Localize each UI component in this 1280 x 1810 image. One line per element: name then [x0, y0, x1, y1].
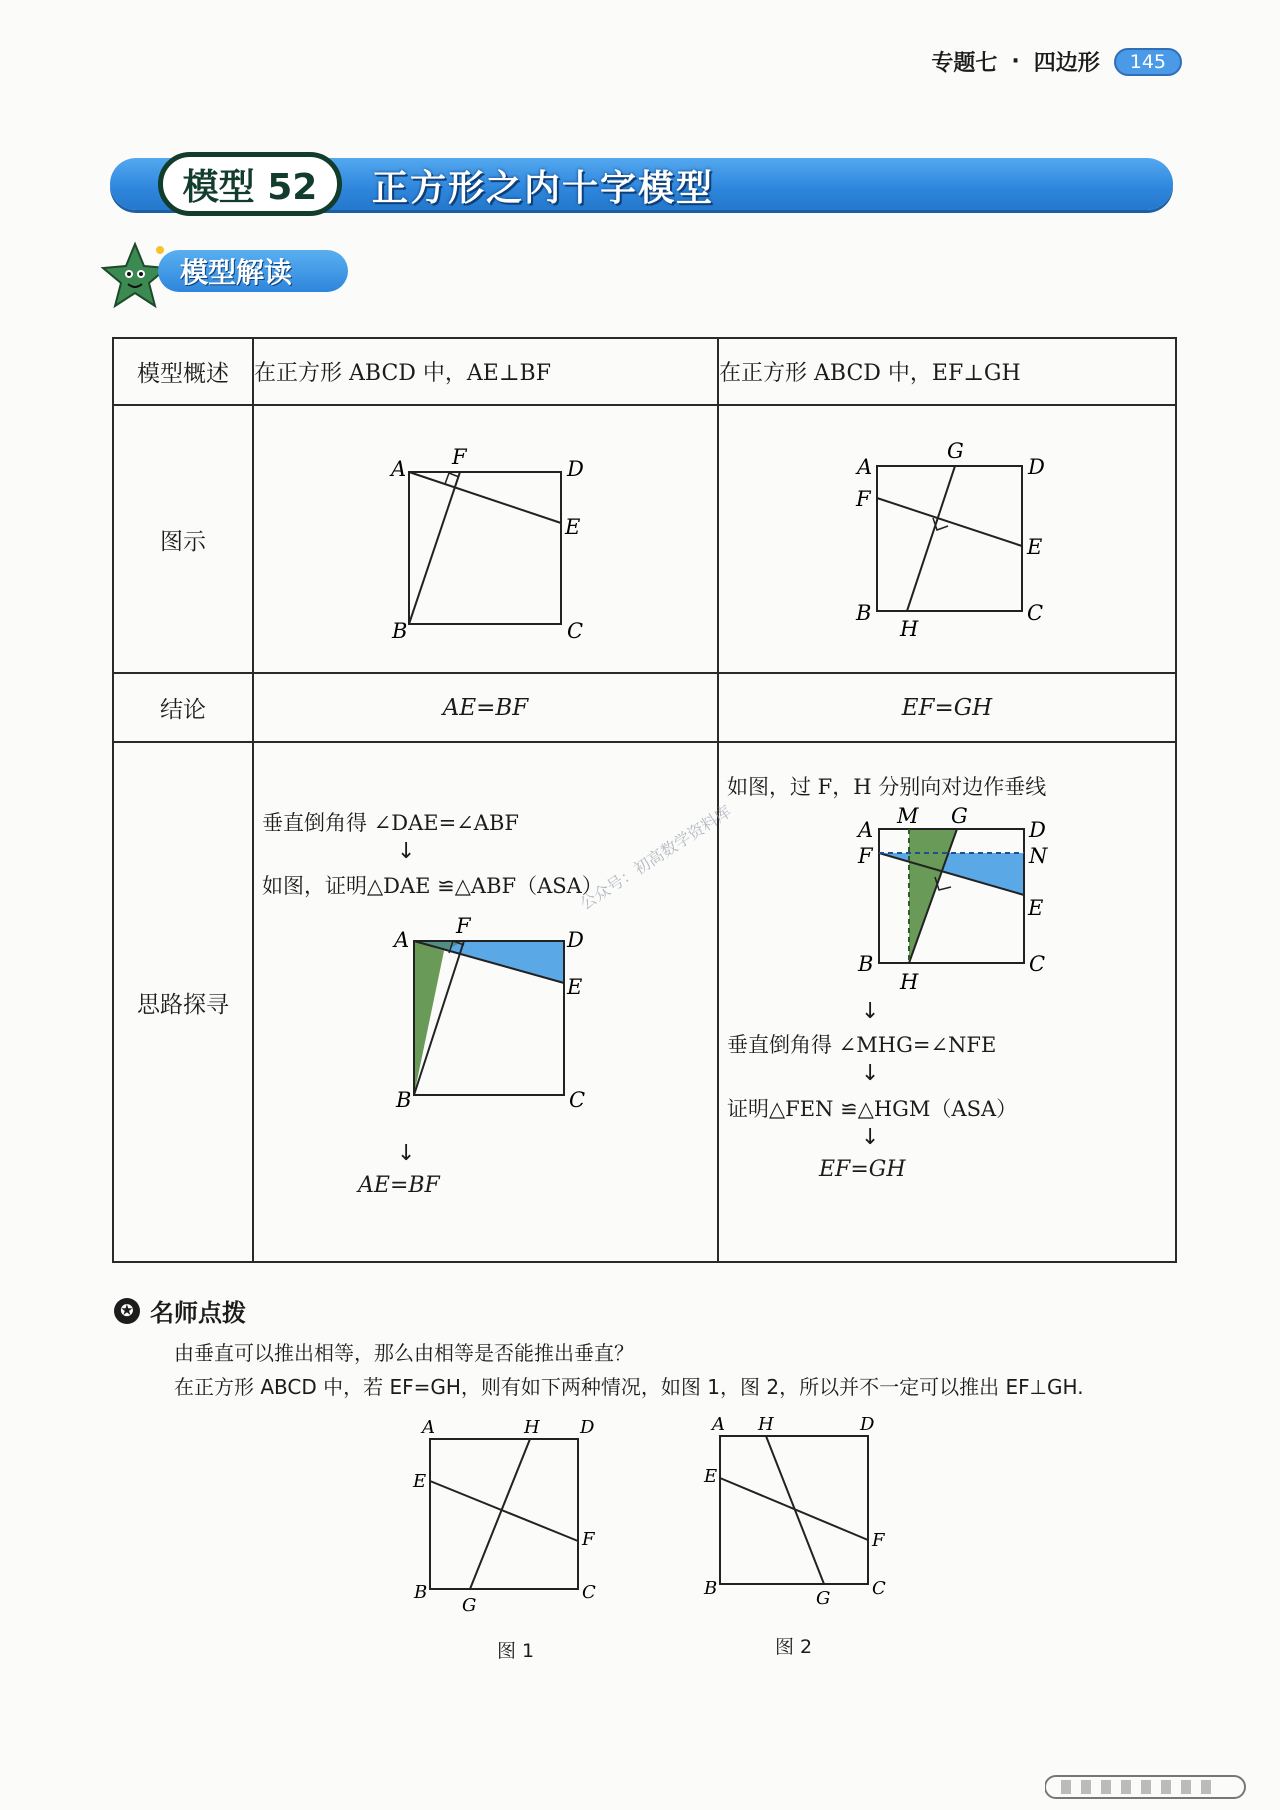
page-title: 正方形之内十字模型 [372, 168, 715, 209]
reasoning-left-cell [253, 742, 718, 1262]
svg-text:C: C [582, 1582, 596, 1603]
svg-text:A: A [394, 928, 410, 952]
row-label-diagram: 图示 [113, 405, 253, 673]
tips-heading [114, 1293, 246, 1328]
tips-line-2: 在正方形 ABCD 中，若 EF=GH，则有如下两种情况，如图 1，图 2，所以并不一定可以推出 EF⊥GH. [174, 1375, 1084, 1399]
conclusion-right: EF=GH [718, 673, 1176, 742]
diagram-square-ef-gh [719, 406, 1177, 668]
overview-right: 在正方形 ABCD 中，EF⊥GH [718, 338, 1176, 405]
svg-text:F: F [582, 1529, 595, 1550]
arrow-down-icon: ↓ [397, 1141, 416, 1166]
reasoning-left-step2: 如图，证明△DAE ≌△ABF（ASA） [262, 874, 603, 898]
reasoning-right-intro: 如图，过 F，H 分别向对边作垂线 [727, 775, 1047, 799]
table-row [113, 673, 1176, 742]
separator-dot: · [1011, 49, 1020, 74]
reasoning-left-result: AE=BF [358, 1173, 440, 1198]
svg-text:D: D [580, 1417, 595, 1438]
diagram-right-cell [718, 405, 1176, 673]
svg-text:C: C [1027, 601, 1044, 625]
row-label-reasoning: 思路探寻 [113, 742, 253, 1262]
arrow-down-icon: ↓ [861, 1061, 880, 1086]
svg-text:F: F [452, 445, 467, 469]
table-row [113, 338, 1176, 405]
svg-text:C: C [1029, 952, 1046, 976]
svg-text:F: F [856, 487, 871, 511]
figure-1-caption: 图 1 [497, 1640, 535, 1662]
diagram-left-reasoning [254, 911, 719, 1111]
reasoning-right-step1: 垂直倒角得 ∠MHG=∠NFE [727, 1033, 997, 1057]
reasoning-right-cell [718, 742, 1176, 1262]
svg-text:D: D [1029, 818, 1046, 842]
svg-text:B: B [396, 1088, 412, 1111]
svg-text:A: A [391, 457, 407, 481]
star-icon: ✪ [114, 1298, 140, 1324]
svg-text:E: E [704, 1466, 718, 1487]
svg-text:G: G [947, 439, 964, 463]
row-label-conclusion: 结论 [113, 673, 253, 742]
svg-text:D: D [1028, 455, 1045, 479]
watermark: 公众号：初高数学资料库 [576, 801, 735, 914]
svg-text:F: F [456, 914, 471, 938]
svg-text:E: E [1027, 535, 1043, 559]
svg-text:G: G [951, 804, 968, 828]
conclusion-left: AE=BF [253, 673, 718, 742]
figure-1 [400, 1415, 620, 1615]
svg-text:E: E [413, 1471, 427, 1492]
svg-text:E: E [1028, 896, 1044, 920]
arrow-down-icon: ↓ [861, 1125, 880, 1150]
svg-text:G: G [462, 1595, 477, 1615]
svg-text:B: B [856, 601, 872, 625]
svg-text:D: D [860, 1414, 875, 1435]
svg-text:H: H [900, 617, 919, 641]
svg-text:F: F [858, 844, 873, 868]
decorative-bars-icon [1045, 1772, 1255, 1802]
svg-text:H: H [900, 970, 919, 991]
svg-text:H: H [524, 1417, 540, 1438]
reasoning-right-result: EF=GH [819, 1157, 906, 1182]
svg-text:A: A [712, 1414, 725, 1435]
svg-text:F: F [872, 1530, 885, 1551]
figure-2 [690, 1412, 910, 1612]
section-title: 模型解读 [158, 250, 348, 292]
diagram-right-reasoning [719, 801, 1177, 991]
svg-text:G: G [816, 1588, 831, 1609]
diagram-square-ae-bf [254, 406, 719, 668]
table-row [113, 405, 1176, 673]
svg-text:N: N [1029, 844, 1048, 868]
svg-text:A: A [857, 455, 873, 479]
chapter-label: 专题七 [931, 51, 998, 76]
svg-text:D: D [567, 457, 584, 481]
svg-text:B: B [704, 1578, 718, 1599]
page-number: 145 [1114, 48, 1182, 76]
arrow-down-icon: ↓ [397, 839, 416, 864]
running-header [931, 46, 1182, 77]
svg-text:A: A [422, 1417, 435, 1438]
reasoning-left-step1: 垂直倒角得 ∠DAE=∠ABF [262, 811, 519, 835]
svg-text:C: C [872, 1578, 886, 1599]
tips-title: 名师点拨 [150, 1299, 246, 1327]
table-row [113, 742, 1176, 1262]
svg-text:E: E [565, 515, 581, 539]
svg-text:A: A [858, 818, 874, 842]
svg-text:D: D [567, 928, 584, 952]
svg-text:C: C [567, 619, 584, 643]
svg-text:M: M [897, 804, 919, 828]
svg-text:B: B [392, 619, 408, 643]
overview-left: 在正方形 ABCD 中，AE⊥BF [253, 338, 718, 405]
topic-label: 四边形 [1033, 51, 1100, 76]
figure-2-caption: 图 2 [775, 1636, 813, 1658]
diagram-left-cell [253, 405, 718, 673]
svg-text:B: B [414, 1582, 428, 1603]
model-table [112, 337, 1177, 1263]
svg-text:B: B [858, 952, 874, 976]
svg-text:C: C [569, 1088, 586, 1111]
row-label-overview: 模型概述 [113, 338, 253, 405]
arrow-down-icon: ↓ [861, 999, 880, 1024]
reasoning-right-step2: 证明△FEN ≌△HGM（ASA） [727, 1097, 1018, 1121]
tips-line-1: 由垂直可以推出相等，那么由相等是否能推出垂直？ [174, 1341, 634, 1365]
svg-text:E: E [567, 975, 583, 999]
svg-text:H: H [758, 1414, 774, 1435]
model-badge: 模型 52 [158, 152, 342, 216]
